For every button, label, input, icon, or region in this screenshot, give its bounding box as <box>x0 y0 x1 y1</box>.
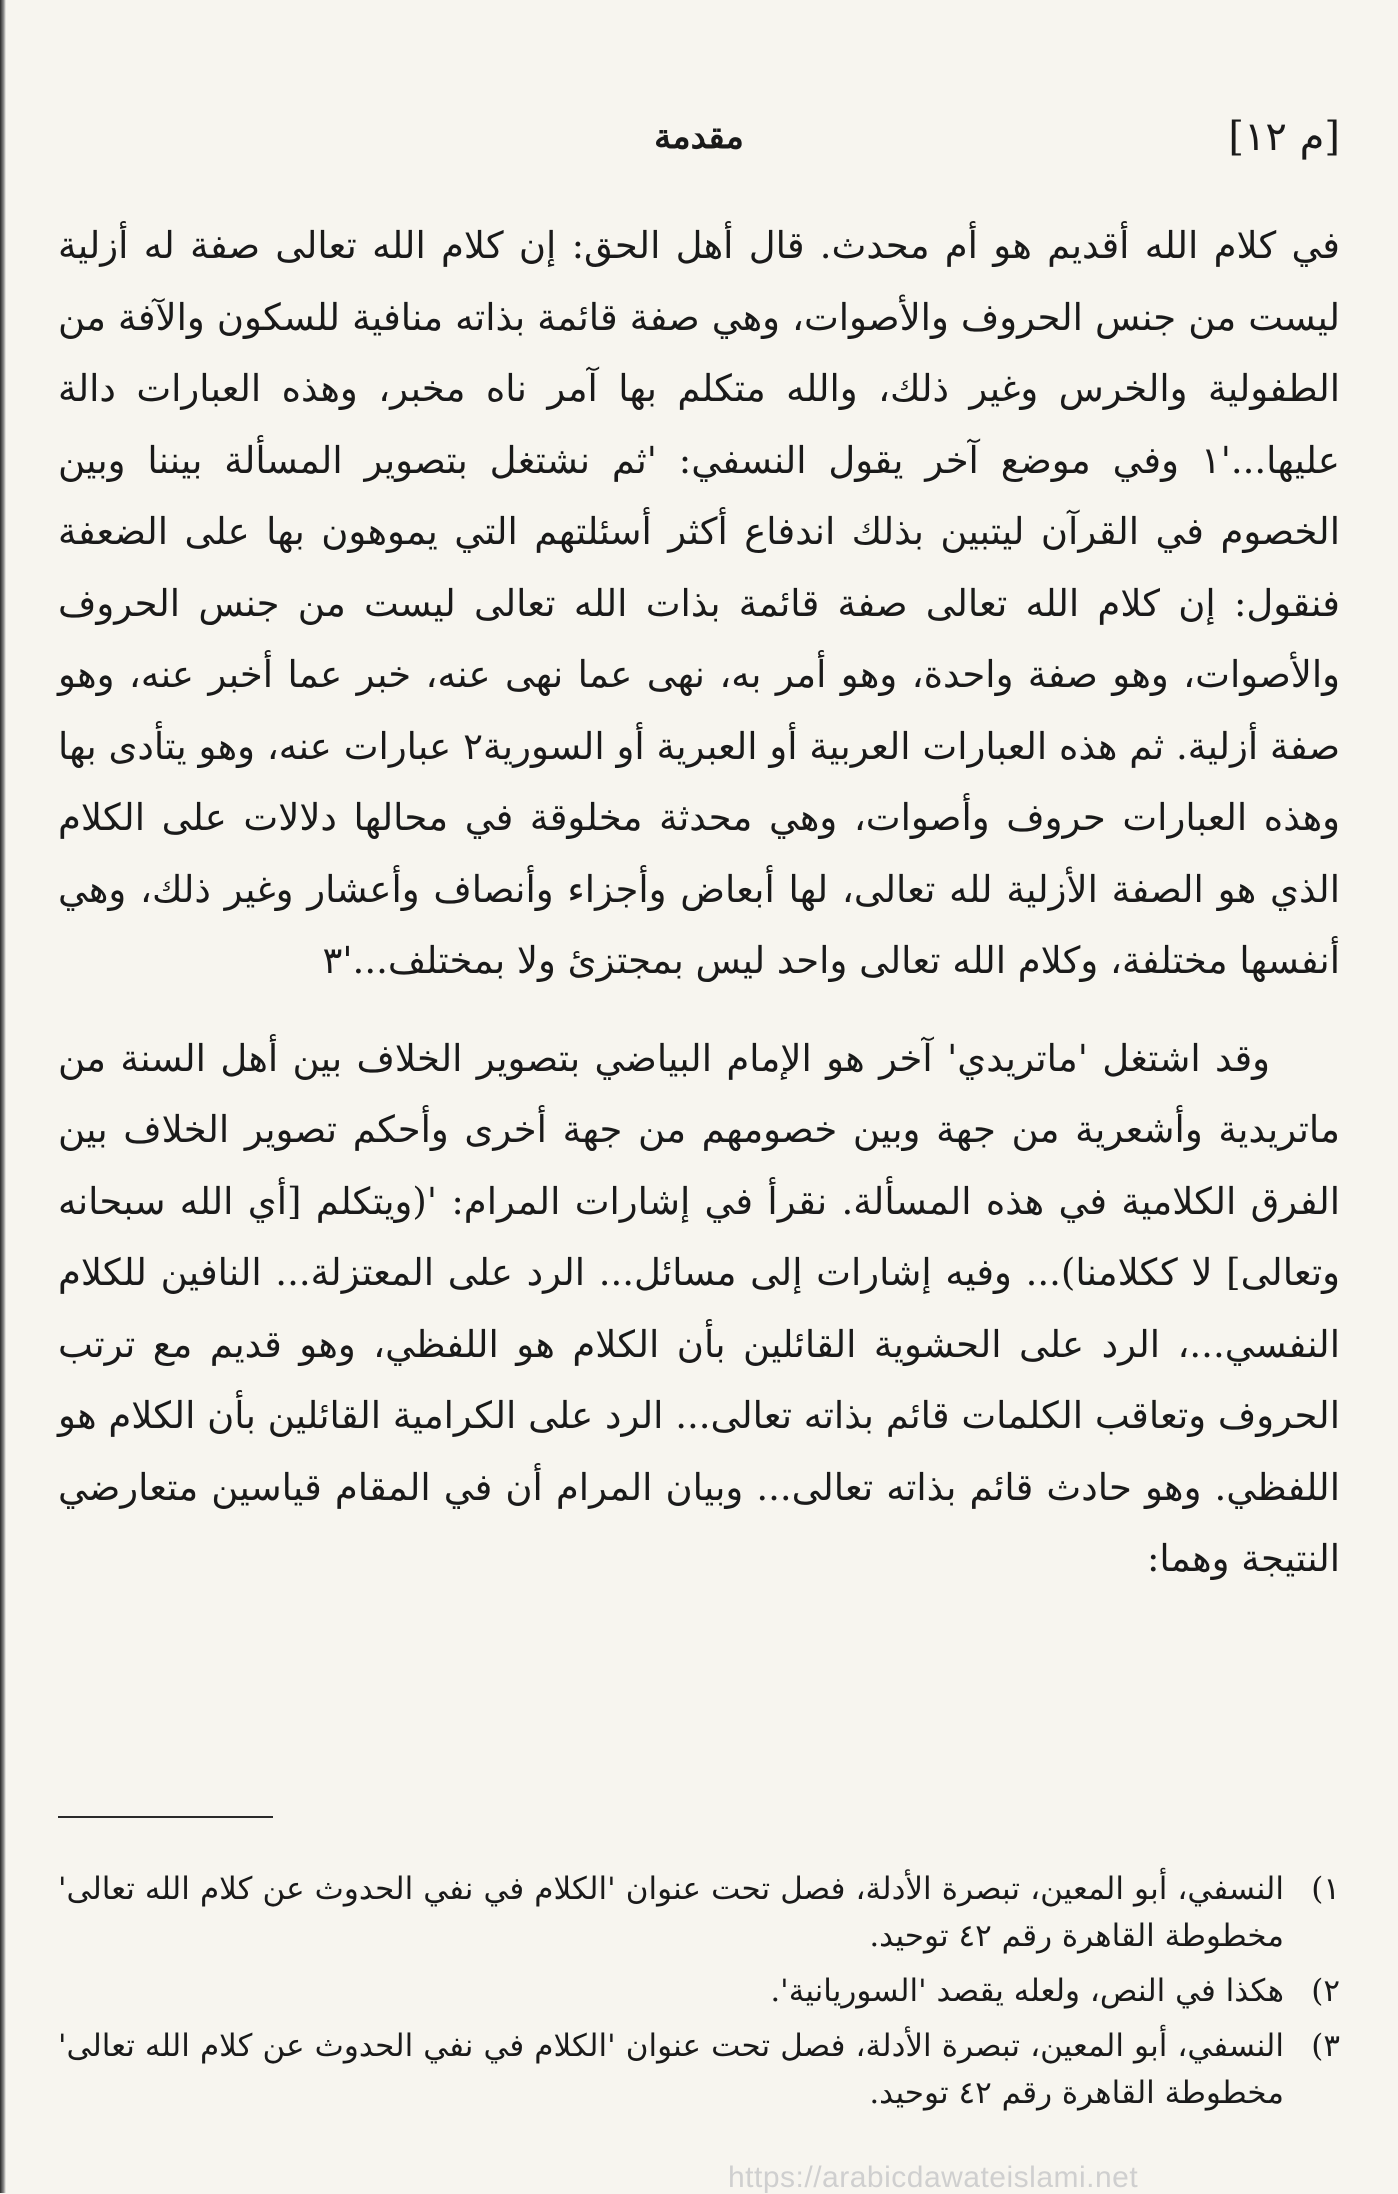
footnote-list <box>58 1866 1340 2125</box>
paragraph-1: في كلام الله أقديم هو أم محدث. قال أهل الحق: إن كلام الله تعالى صفة له أزلية ليست من جنس الحروف والأصوات، وهي صفة قائمة بذاته منافية للسكون والآفة من الطفولية والخرس وغير ذلك، والله متكلم بها آمر ناه مخبر، وهذه العبارات دالة عليها...'١ وفي موضع آخر يقول النسفي: 'ثم نشتغل بتصوير المسألة بيننا وبين الخصوم في القرآن ليتبين بذلك اندفاع أكثر أسئلتهم التي يموهون بها على الضعفة فنقول: إن كلام الله تعالى صفة قائمة بذات الله تعالى ليست من جنس الحروف والأصوات، وهو صفة واحدة، وهو أمر به، نهى عما نهى عنه، خبر عما أخبر عنه، وهو صفة أزلية. ثم هذه العبارات العربية أو العبرية أو السورية٢ عبارات عنه، وهو يتأدى بها وهذه العبارات حروف وأصوات، وهي محدثة مخلوقة في محالها دلالات على الكلام الذي هو الصفة الأزلية لله تعالى، لها أبعاض وأجزاء وأنصاف وأعشار وغير ذلك، وهي أنفسها مختلفة، وكلام الله تعالى واحد ليس بمجتزئ ولا بمختلف...'٣ <box>58 224 1340 982</box>
footnote-1 <box>58 1866 1340 1960</box>
page-number-marker: [م ١٢] <box>1228 114 1340 160</box>
book-page <box>58 0 1340 2193</box>
footnote-text: النسفي، أبو المعين، تبصرة الأدلة، فصل تحت عنوان 'الكلام في نفي الحدوث عن كلام الله تعالى' مخطوطة القاهرة رقم ٤٢ توحيد. <box>58 2028 1284 2111</box>
footnote-number: ٢) <box>1311 1973 1340 2009</box>
page-header <box>58 112 1340 162</box>
footnote-text: النسفي، أبو المعين، تبصرة الأدلة، فصل تحت عنوان 'الكلام في نفي الحدوث عن كلام الله تعالى' مخطوطة القاهرة رقم ٤٢ توحيد. <box>58 1871 1284 1954</box>
page-edge-shadow <box>0 0 6 2193</box>
footnote-number: ١) <box>1311 1871 1340 1907</box>
paragraph-2: وقد اشتغل 'ماتريدي' آخر هو الإمام البياضي بتصوير الخلاف بين أهل السنة من ماتريدية وأشعرية من جهة وبين خصومهم من جهة أخرى وأحكم تصوير الخلاف بين الفرق الكلامية في هذه المسألة. نقرأ في إشارات المرام: '(ويتكلم [أي الله سبحانه وتعالى] لا ككلامنا)... وفيه إشارات إلى مسائل... الرد على المعتزلة... النافين للكلام النفسي...، الرد على الحشوية القائلين بأن الكلام هو اللفظي، وهو قديم مع ترتب الحروف وتعاقب الكلمات قائم بذاته تعالى... الرد على الكرامية القائلين بأن الكلام هو اللفظي. وهو حادث قائم بذاته تعالى... وبيان المرام أن في المقام قياسين متعارضي النتيجة وهما: <box>58 1036 1340 1580</box>
footnote-text: هكذا في النص، ولعله يقصد 'السوريانية'. <box>770 1973 1284 2009</box>
watermark-url: https://arabicdawateislami.net <box>728 2161 1139 2194</box>
footnote-separator <box>58 1816 273 1818</box>
footnote-2 <box>58 1968 1340 2015</box>
body-text <box>58 210 1340 1595</box>
footnote-3 <box>58 2023 1340 2117</box>
running-title: مقدمة <box>654 117 744 157</box>
footnote-number: ٣) <box>1311 2028 1340 2064</box>
